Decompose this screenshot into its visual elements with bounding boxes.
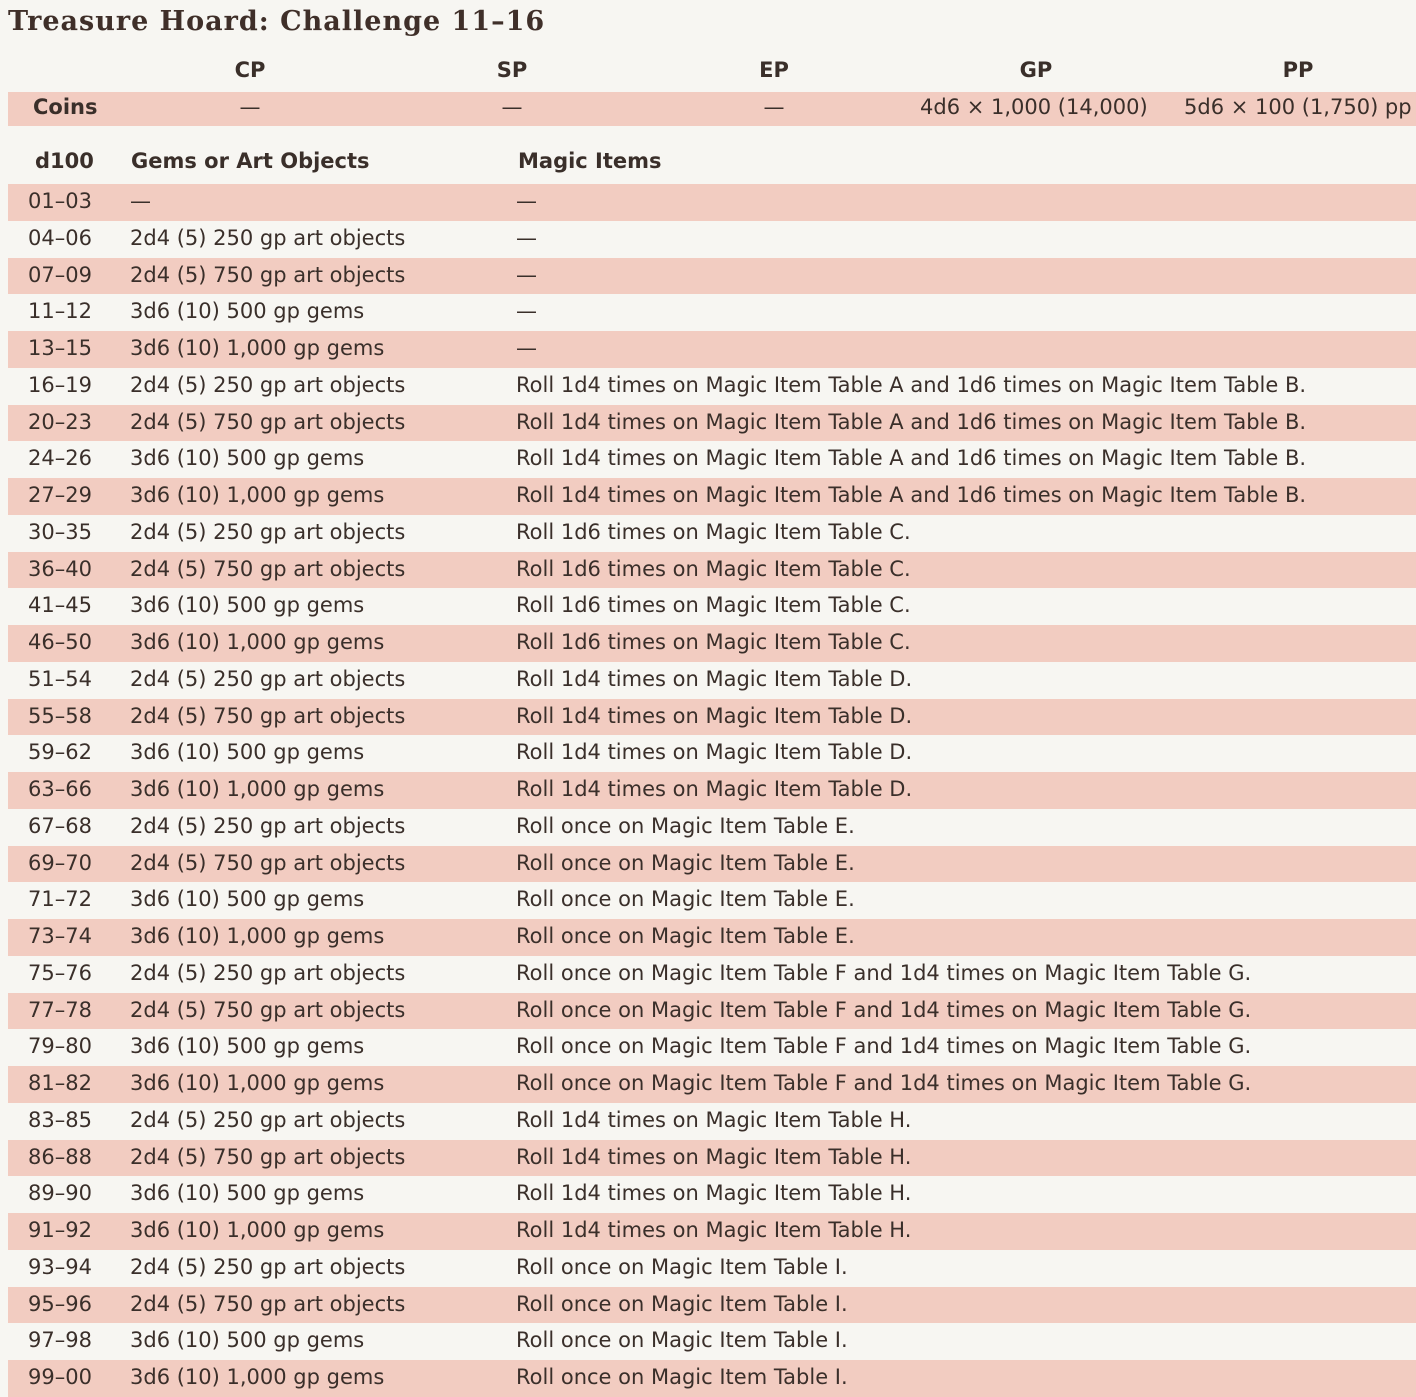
d100-cell: 99–00 [28, 1365, 92, 1389]
d100-cell: 97–98 [28, 1328, 92, 1353]
d100-cell: 30–35 [28, 519, 92, 544]
gems-art-cell: 3d6 (10) 500 gp gems [130, 887, 365, 912]
gems-art-cell: — [130, 189, 151, 213]
table-row [8, 441, 1416, 478]
table-row [8, 1360, 1416, 1397]
gems-art-cell: 2d4 (5) 750 gp art objects [130, 703, 406, 728]
magic-items-cell: — [516, 262, 537, 287]
table-row [8, 919, 1416, 956]
magic-items-cell: Roll 1d4 times on Magic Item Table A and 1d6 times on Magic Item Table B. [516, 446, 1307, 471]
magic-items-cell: Roll 1d4 times on Magic Item Table D. [516, 777, 913, 801]
coins-sp-value: — [501, 95, 523, 119]
magic-items-cell: Roll 1d6 times on Magic Item Table C. [516, 630, 911, 654]
table-row [8, 993, 1416, 1030]
coins-label: Coins [33, 95, 98, 119]
table-row [8, 1250, 1416, 1287]
table-row [8, 405, 1416, 442]
d100-cell: 41–45 [28, 593, 92, 618]
gems-art-cell: 2d4 (5) 250 gp art objects [130, 813, 406, 838]
magic-items-cell: Roll once on Magic Item Table F and 1d4 times on Magic Item Table G. [516, 1071, 1252, 1095]
magic-items-cell: Roll once on Magic Item Table I. [516, 1365, 848, 1389]
table-row [8, 1066, 1416, 1103]
magic-items-cell: Roll 1d4 times on Magic Item Table H. [516, 1144, 912, 1169]
d100-cell: 91–92 [28, 1218, 92, 1242]
gems-art-cell: 2d4 (5) 750 gp art objects [130, 262, 406, 287]
coins-ep-value: — [763, 95, 785, 119]
gems-art-cell: 2d4 (5) 750 gp art objects [130, 1144, 406, 1169]
gems-art-cell: 3d6 (10) 1,000 gp gems [130, 924, 385, 948]
magic-items-cell: Roll once on Magic Item Table I. [516, 1254, 848, 1279]
magic-items-cell: Roll 1d4 times on Magic Item Table D. [516, 740, 913, 765]
gems-art-cell: 3d6 (10) 1,000 gp gems [130, 483, 385, 507]
gems-art-cell: 3d6 (10) 1,000 gp gems [130, 336, 385, 360]
magic-items-cell: Roll 1d4 times on Magic Item Table D. [516, 703, 913, 728]
header-gems-art: Gems or Art Objects [131, 149, 370, 173]
magic-items-cell: Roll once on Magic Item Table E. [516, 813, 855, 838]
table-row [8, 552, 1416, 589]
magic-items-cell: Roll once on Magic Item Table F and 1d4 times on Magic Item Table G. [516, 1034, 1252, 1059]
gems-art-cell: 3d6 (10) 1,000 gp gems [130, 1365, 385, 1389]
table-row [8, 1140, 1416, 1177]
d100-cell: 51–54 [28, 666, 92, 691]
page-title: Treasure Hoard: Challenge 11–16 [8, 6, 546, 37]
d100-cell: 79–80 [28, 1034, 92, 1059]
gems-art-cell: 2d4 (5) 250 gp art objects [130, 960, 406, 985]
magic-items-cell: Roll 1d6 times on Magic Item Table C. [516, 556, 911, 581]
table-row [8, 258, 1416, 295]
magic-items-cell: Roll 1d4 times on Magic Item Table H. [516, 1218, 912, 1242]
magic-items-cell: Roll 1d4 times on Magic Item Table D. [516, 666, 913, 691]
header-d100: d100 [35, 149, 94, 173]
table-row [8, 699, 1416, 736]
coins-table-header [0, 56, 1416, 88]
d100-cell: 20–23 [28, 409, 92, 434]
d100-cell: 69–70 [28, 850, 92, 875]
table-row [8, 735, 1416, 772]
d100-cell: 13–15 [28, 336, 92, 360]
d100-cell: 83–85 [28, 1107, 92, 1132]
gems-art-cell: 3d6 (10) 500 gp gems [130, 740, 365, 765]
table-row [8, 294, 1416, 331]
d100-cell: 67–68 [28, 813, 92, 838]
d100-cell: 95–96 [28, 1291, 92, 1316]
magic-items-cell: Roll once on Magic Item Table I. [516, 1291, 848, 1316]
coins-header-cp: CP [234, 58, 266, 82]
table-row [8, 809, 1416, 846]
d100-cell: 86–88 [28, 1144, 92, 1169]
table-row [8, 1323, 1416, 1360]
gems-art-cell: 2d4 (5) 750 gp art objects [130, 409, 406, 434]
table-row [8, 882, 1416, 919]
d100-cell: 63–66 [28, 777, 92, 801]
table-row [8, 331, 1416, 368]
gems-art-cell: 3d6 (10) 500 gp gems [130, 1181, 365, 1206]
d100-cell: 93–94 [28, 1254, 92, 1279]
gems-art-cell: 2d4 (5) 750 gp art objects [130, 850, 406, 875]
d100-cell: 81–82 [28, 1071, 92, 1095]
table-row [8, 1287, 1416, 1324]
gems-art-cell: 3d6 (10) 1,000 gp gems [130, 1218, 385, 1242]
table-row [8, 588, 1416, 625]
coins-header-ep: EP [759, 58, 789, 82]
coins-row [8, 92, 1416, 126]
gems-art-cell: 3d6 (10) 1,000 gp gems [130, 630, 385, 654]
d100-cell: 46–50 [28, 630, 92, 654]
magic-items-cell: Roll 1d6 times on Magic Item Table C. [516, 593, 911, 618]
d100-cell: 59–62 [28, 740, 92, 765]
gems-art-cell: 2d4 (5) 750 gp art objects [130, 997, 406, 1022]
magic-items-cell: Roll once on Magic Item Table E. [516, 850, 855, 875]
magic-items-cell: — [516, 189, 537, 213]
d100-cell: 07–09 [28, 262, 92, 287]
gems-art-cell: 3d6 (10) 500 gp gems [130, 593, 365, 618]
header-magic-items: Magic Items [518, 149, 662, 173]
d100-cell: 27–29 [28, 483, 92, 507]
table-row [8, 221, 1416, 258]
magic-items-cell: Roll 1d4 times on Magic Item Table H. [516, 1181, 912, 1206]
d100-cell: 01–03 [28, 189, 92, 213]
d100-cell: 11–12 [28, 299, 92, 324]
treasure-table-header [0, 146, 1416, 178]
table-row [8, 184, 1416, 221]
table-row [8, 772, 1416, 809]
magic-items-cell: Roll once on Magic Item Table F and 1d4 times on Magic Item Table G. [516, 960, 1252, 985]
gems-art-cell: 2d4 (5) 250 gp art objects [130, 1254, 406, 1279]
magic-items-cell: — [516, 225, 537, 250]
gems-art-cell: 2d4 (5) 250 gp art objects [130, 519, 406, 544]
table-row [8, 625, 1416, 662]
d100-cell: 55–58 [28, 703, 92, 728]
d100-cell: 04–06 [28, 225, 92, 250]
table-row [8, 515, 1416, 552]
table-row [8, 1103, 1416, 1140]
d100-cell: 73–74 [28, 924, 92, 948]
magic-items-cell: Roll 1d6 times on Magic Item Table C. [516, 519, 911, 544]
gems-art-cell: 3d6 (10) 500 gp gems [130, 446, 365, 471]
d100-cell: 75–76 [28, 960, 92, 985]
gems-art-cell: 2d4 (5) 750 gp art objects [130, 556, 406, 581]
d100-cell: 16–19 [28, 372, 92, 397]
gems-art-cell: 3d6 (10) 500 gp gems [130, 1034, 365, 1059]
magic-items-cell: Roll 1d4 times on Magic Item Table A and 1d6 times on Magic Item Table B. [516, 409, 1307, 434]
table-row [8, 846, 1416, 883]
d100-cell: 24–26 [28, 446, 92, 471]
magic-items-cell: — [516, 299, 537, 324]
gems-art-cell: 3d6 (10) 1,000 gp gems [130, 1071, 385, 1095]
table-row [8, 956, 1416, 993]
coins-pp-value: 5d6 × 100 (1,750) pp [1184, 95, 1412, 119]
magic-items-cell: Roll once on Magic Item Table E. [516, 924, 855, 948]
magic-items-cell: Roll once on Magic Item Table I. [516, 1328, 848, 1353]
coins-cp-value: — [239, 95, 261, 119]
treasure-table-body [8, 184, 1416, 1397]
table-row [8, 1213, 1416, 1250]
gems-art-cell: 2d4 (5) 250 gp art objects [130, 225, 406, 250]
magic-items-cell: Roll once on Magic Item Table F and 1d4 times on Magic Item Table G. [516, 997, 1252, 1022]
coins-header-sp: SP [496, 58, 528, 82]
gems-art-cell: 3d6 (10) 1,000 gp gems [130, 777, 385, 801]
coins-gp-value: 4d6 × 1,000 (14,000) [920, 95, 1148, 119]
coins-header-gp: GP [1019, 58, 1053, 82]
magic-items-cell: Roll 1d4 times on Magic Item Table A and 1d6 times on Magic Item Table B. [516, 483, 1307, 507]
d100-cell: 71–72 [28, 887, 92, 912]
d100-cell: 89–90 [28, 1181, 92, 1206]
gems-art-cell: 3d6 (10) 500 gp gems [130, 299, 365, 324]
table-row [8, 478, 1416, 515]
gems-art-cell: 2d4 (5) 250 gp art objects [130, 1107, 406, 1132]
magic-items-cell: Roll 1d4 times on Magic Item Table H. [516, 1107, 912, 1132]
d100-cell: 77–78 [28, 997, 92, 1022]
d100-cell: 36–40 [28, 556, 92, 581]
table-row [8, 1176, 1416, 1213]
gems-art-cell: 2d4 (5) 750 gp art objects [130, 1291, 406, 1316]
magic-items-cell: Roll once on Magic Item Table E. [516, 887, 855, 912]
gems-art-cell: 2d4 (5) 250 gp art objects [130, 666, 406, 691]
table-row [8, 1029, 1416, 1066]
coins-header-pp: PP [1282, 58, 1314, 82]
table-row [8, 368, 1416, 405]
magic-items-cell: — [516, 336, 537, 360]
magic-items-cell: Roll 1d4 times on Magic Item Table A and 1d6 times on Magic Item Table B. [516, 372, 1307, 397]
gems-art-cell: 3d6 (10) 500 gp gems [130, 1328, 365, 1353]
gems-art-cell: 2d4 (5) 250 gp art objects [130, 372, 406, 397]
table-row [8, 662, 1416, 699]
